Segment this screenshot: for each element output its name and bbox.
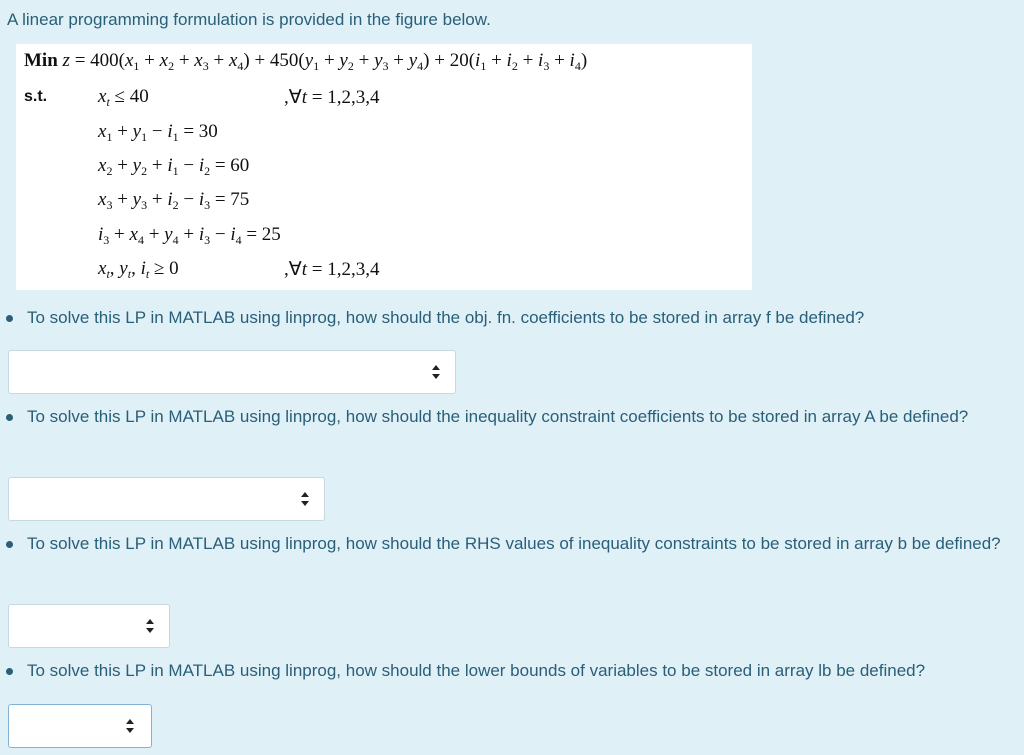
constraint-capacity: $x_t \le 40$ — [98, 86, 149, 109]
constraint-nonnegativity-domain: ,∀t = 1,2,3,4 — [284, 259, 380, 280]
intro-text: A linear programming formulation is provided in the figure below. — [7, 10, 491, 29]
constraint-period-2: $x_2 + y_2 + i_1 - i_2 = 60$ — [98, 155, 250, 178]
question-4 — [0, 657, 1024, 684]
answer-select-A[interactable] — [8, 477, 325, 521]
question-2 — [0, 403, 1024, 457]
answer-select-b[interactable] — [8, 604, 170, 648]
formulation-figure — [16, 44, 752, 290]
min-label: Min — [24, 50, 58, 71]
constraint-capacity-domain: ,∀t = 1,2,3,4 — [284, 87, 380, 108]
select-arrows-icon — [432, 365, 440, 379]
question-1 — [0, 304, 1024, 331]
question-text: To solve this LP in MATLAB using linprog, how should the inequality constraint coefficients to be stored in array A be defined? — [27, 407, 969, 426]
answer-select-f[interactable] — [8, 350, 456, 394]
question-3 — [0, 530, 1024, 584]
question-text: To solve this LP in MATLAB using linprog, how should the lower bounds of variables to be stored in array lb be defined? — [27, 661, 926, 680]
constraint-period-1: $x_1 + y_1 - i_1 = 30$ — [98, 121, 218, 144]
question-text: To solve this LP in MATLAB using linprog, how should the obj. fn. coefficients to be stored in array f be defined? — [27, 308, 865, 327]
constraint-period-4: $i_3 + x_4 + y_4 + i_3 - i_4 = 25$ — [98, 224, 281, 247]
st-label: s.t. — [24, 88, 48, 105]
bullet-icon — [6, 315, 13, 322]
select-arrows-icon — [146, 619, 154, 633]
objective-line: Min $z = 400(x_1 + x_2 + x_3 + x_4) + 450(y_1 + y_2 + y_3 + y_4) + 20(i_1 + i_2 + i_3 + i_4)$ — [24, 50, 588, 73]
select-arrows-icon — [126, 719, 134, 733]
answer-select-lb[interactable] — [8, 704, 152, 748]
bullet-icon — [6, 541, 13, 548]
bullet-icon — [6, 414, 13, 421]
constraint-nonnegativity: $x_t$, $y_t$, $i_t \ge 0$ — [98, 258, 179, 281]
constraint-period-3: $x_3 + y_3 + i_2 - i_3 = 75$ — [98, 189, 250, 212]
bullet-icon — [6, 668, 13, 675]
select-arrows-icon — [301, 492, 309, 506]
question-text: To solve this LP in MATLAB using linprog, how should the RHS values of inequality constraints to be stored in array b be defined? — [27, 534, 1001, 553]
